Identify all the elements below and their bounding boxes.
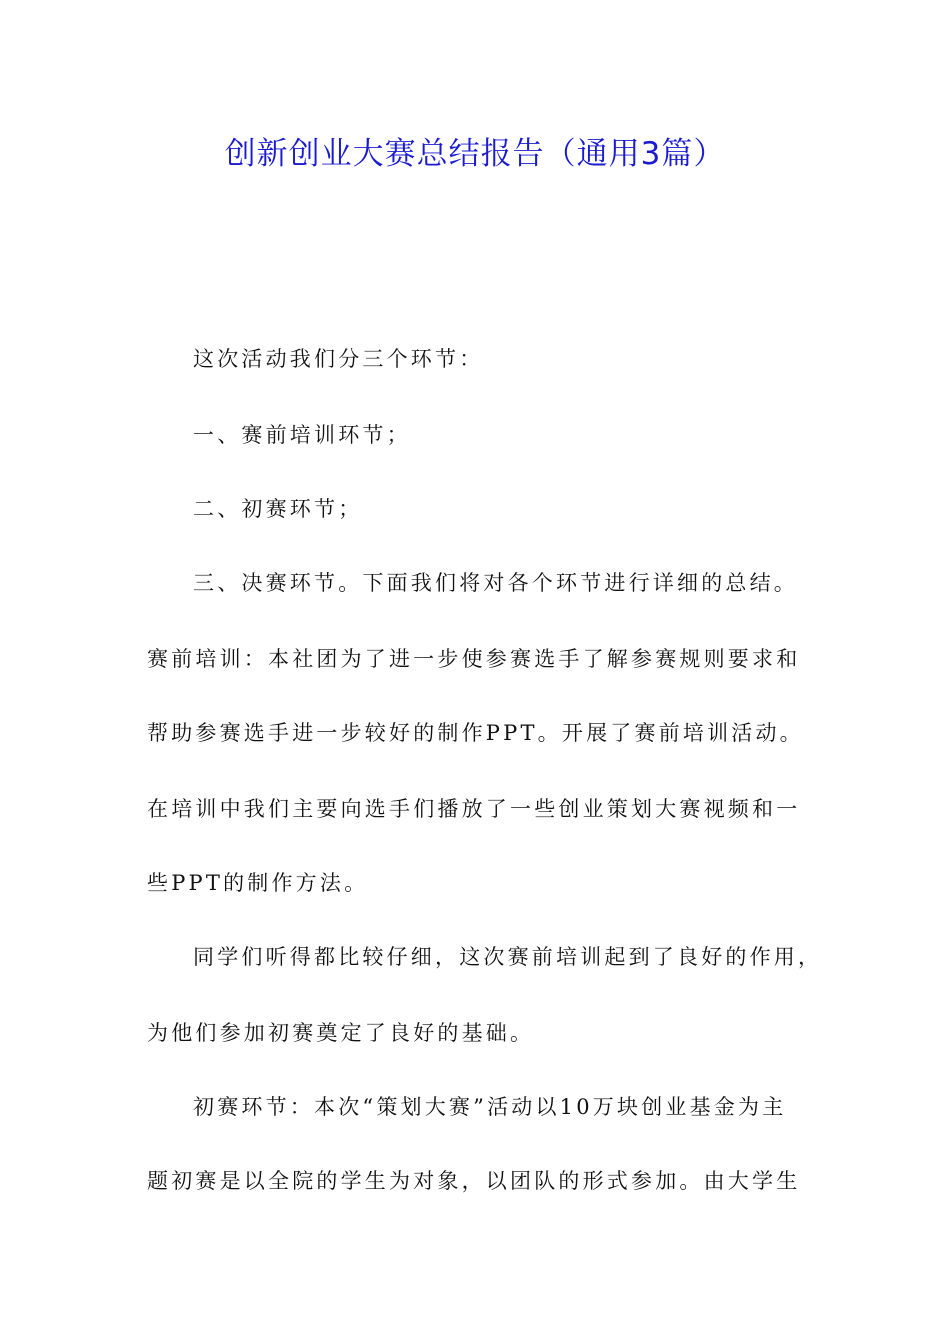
document-title: 创新创业大赛总结报告（通用3篇） (224, 136, 726, 172)
paragraph-line: 三、决赛环节。下面我们将对各个环节进行详细的总结。 (193, 571, 798, 595)
paragraph-line: 在培训中我们主要向选手们播放了一些创业策划大赛视频和一 (147, 797, 801, 821)
paragraph-line: 这次活动我们分三个环节： (193, 347, 484, 371)
paragraph-line: 些PPT的制作方法。 (147, 871, 369, 895)
paragraph-line: 初赛环节：本次“策划大赛”活动以10万块创业基金为主 (193, 1095, 787, 1119)
paragraph-line: 同学们听得都比较仔细，这次赛前培训起到了良好的作用， (193, 945, 823, 969)
paragraph-line: 为他们参加初赛奠定了良好的基础。 (147, 1021, 535, 1045)
paragraph-line: 一、赛前培训环节； (193, 423, 411, 447)
paragraph-line: 赛前培训：本社团为了进一步使参赛选手了解参赛规则要求和 (147, 647, 801, 671)
paragraph-line: 帮助参赛选手进一步较好的制作PPT。开展了赛前培训活动。 (147, 721, 804, 745)
paragraph-line: 二、初赛环节； (193, 497, 363, 521)
paragraph-line: 题初赛是以全院的学生为对象，以团队的形式参加。由大学生 (147, 1169, 801, 1193)
